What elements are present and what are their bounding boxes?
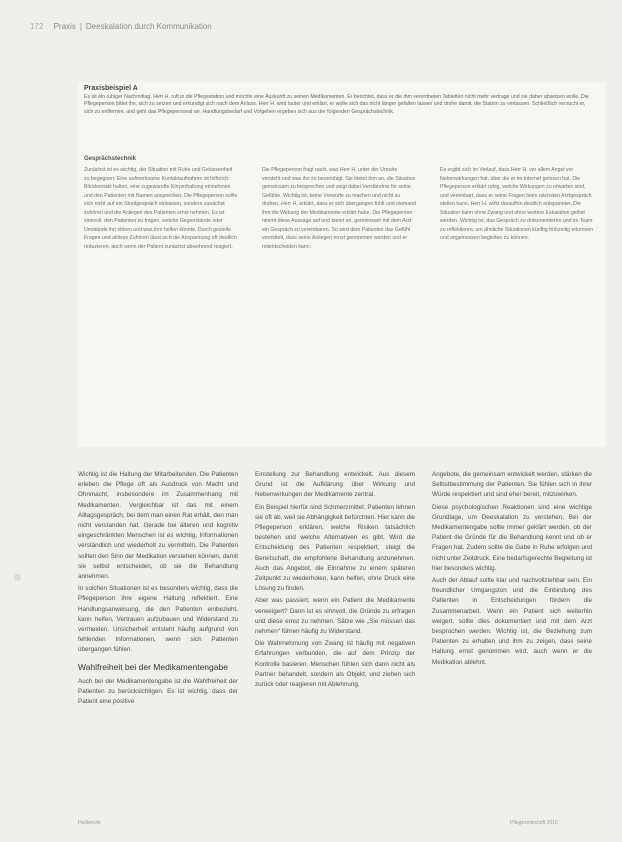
body-paragraph: In solchen Situationen ist es besonders wichtig, dass die Pflegeperson ihre eigene Haltung reflektiert. Eine Handlungsanweisung, die den Patienten einbezieht, kann helfen, Vertrauen aufzubauen und Widerstand zu vermeiden. Unsicherheit entsteht häufig aufgrund von fehlenden Informationen, wenn sich Patienten übergangen fühlen. xyxy=(78,585,238,654)
body-paragraph: Angebote, die gemeinsam entwickelt werden, stärken die Selbstbestimmung der Patienten. Sie fühlen sich in ihrer Würde respektiert und sind eher bereit, mitzuwirken. xyxy=(432,471,592,499)
box-intro: Es ist ein ruhiger Nachmittag. Herr H. ruft in die Pflegestation und möchte eine Auskunft zu seinen Medikamenten. Er berichtet, dass er die ihm verordneten Tabletten nicht mehr vertrage und sie daher absetzen wolle. Die Pflegeperson bittet ihn, sich zu setzen und erkundigt sich nach dem Anlass. Herr H. wird lauter und erklärt, er wolle sich das nicht länger gefallen lassen und drohe damit, die Station zu verlassen. Schließlich versucht er, sich zu entfernen, und geht das Pflegepersonal an. Handlungsbedarf und Vorgehen ergeben sich aus der folgenden Gesprächstechnik. xyxy=(84,94,589,115)
running-header: 172 Praxis | Deeskalation durch Kommunikation xyxy=(30,22,212,31)
box-column-3: Es ergibt sich im Verlauf, dass Herr H. vor allem Angst vor Nebenwirkungen hat, über die er im Internet gelesen hat. Die Pflegeperson erklärt ruhig, welche Wirkungen zu erwarten sind, und vereinbart, dass er seine Fragen beim nächsten Arztgespräch stellen kann. Herr H. wirkt daraufhin deutlich entspannter. Die Situation kann ohne Zwang und ohne weitere Eskalation gelöst werden. Wichtig ist, das Gespräch zu dokumentieren und im Team zu reflektieren, um ähnliche Situationen künftig frühzeitig erkennen und angemessen begleiten zu können. xyxy=(440,167,594,241)
body-column-1 xyxy=(78,470,238,709)
body-paragraph: Einstellung zur Behandlung entwickelt. Aus diesem Grund ist die Aufklärung über Wirkung und Nebenwirkungen der Medikamente zentral. xyxy=(255,471,415,499)
footer-left: Heilberufe xyxy=(78,820,101,826)
body-paragraph: Ein Beispiel hierfür sind Schmerzmittel: Patienten lehnen sie oft ab, weil sie Abhängigkeit befürchten. Hier kann die Pflegeperson erklären, welche Risiken tatsächlich bestehen und welche Alternativen es gibt. Wird die Entscheidung des Patienten respektiert, steigt die Bereitschaft, die empfohlene Behandlung anzunehmen. Auch das Angebot, die Einnahme zu einem späteren Zeitpunkt zu wiederholen, kann helfen, ohne Druck eine Lösung zu finden. xyxy=(255,503,415,593)
footer-right: Pflegezeitschrift 2016 xyxy=(510,820,558,826)
body-column-2 xyxy=(255,470,415,692)
body-paragraph: Die Wahrnehmung von Zwang ist häufig mit negativen Erfahrungen verbunden, die auf dem Prinzip der Kontrolle basieren. Menschen fühlen sich dann nicht als Partner behandelt, sondern als Objekt, und ziehen sich zurück oder reagieren mit Ablehnung. xyxy=(255,640,415,689)
body-paragraph: Auch der Ablauf sollte klar und nachvollziehbar sein. Ein freundlicher Umgangston und die Einbindung des Patienten in Entscheidungen fördern die Zusammenarbeit. Wenn ein Patient sich weiterhin weigert, sollte dies dokumentiert und mit dem Arzt besprochen werden. Wichtig ist, die Beziehung zum Patienten zu erhalten und ihm zu zeigen, dass seine Haltung ernst genommen wird, auch wenn er die Medikation ablehnt. xyxy=(432,577,592,666)
box-column-1: Zunächst ist es wichtig, der Situation mit Ruhe und Gelassenheit zu begegnen. Eine aufmerksame Kontaktaufnahme ist hilfreich: Blickkontakt halten, eine zugewandte Körperhaltung einnehmen und den Patienten mit Namen ansprechen. Die Pflegeperson sollte sich nicht auf ein Streitgespräch einlassen, sondern zunächst zuhören und die Anliegen des Patienten ernst nehmen. Es ist sinnvoll, den Patienten zu fragen, welche Gegenstände oder Umstände ihn stören und was ihm helfen könnte. Durch gezielte Fragen und aktives Zuhören lässt sich die Anspannung oft deutlich reduzieren, auch wenn der Patient zunächst abwehrend reagiert. xyxy=(84,167,238,250)
body-paragraph: Diese psychologischen Reaktionen sind eine wichtige Grundlage, um Deeskalation zu verstehen. Bei der Medikamentengabe sollte immer geklärt werden, ob der Patient die Gründe für die Behandlung kennt und ob er Fragen hat. Zudem sollte die Gabe in Ruhe erfolgen und nicht unter Zeitdruck. Eine bedarfsgerechte Begleitung ist hier besonders wichtig. xyxy=(432,503,592,572)
body-paragraph: Wichtig ist die Haltung der Mitarbeitenden. Die Patienten erleben die Pflege oft als Ausdruck von Macht und Ohnmacht, insbesondere im Zusammenhang mit Medikamenten. Vergleichbar ist das mit einem Alltagsgespräch, bei dem man einen Rat erhält, den man nicht verstanden hat. Gerade bei älteren und kognitiv eingeschränkten Menschen ist es wichtig, Informationen verständlich und wiederholt zu vermitteln. Die Patienten sollten den Sinn der Medikation verstehen können, damit sie selbst entscheiden, ob sie die Behandlung annehmen. xyxy=(78,471,238,581)
box-subheading: Gesprächstechnik xyxy=(84,156,137,162)
page-number: 172 xyxy=(30,22,44,31)
box-title: Praxisbeispiel A xyxy=(84,85,138,92)
section-heading: Wahlfreiheit bei der Medikamentengabe xyxy=(78,661,228,672)
body-paragraph: Aber was passiert, wenn ein Patient die Medikamente verweigert? Dann ist es sinnvoll, die Gründe zu erfragen und diese ernst zu nehmen. Sätze wie „Sie müssen das nehmen“ führen häufig zu Widerstand. xyxy=(255,597,415,636)
punch-hole xyxy=(14,574,21,581)
body-column-3 xyxy=(432,470,592,670)
body-paragraph: Auch bei der Medikamentengabe ist die Wahlfreiheit der Patienten zu berücksichtigen. Es ist wichtig, dass der Patient eine positive xyxy=(78,677,238,706)
practice-example-box xyxy=(78,82,606,447)
box-column-2: Die Pflegeperson fragt nach, was Herr H. unter der Unruhe versteht und was ihn so beunruhigt. Sie bietet ihm an, die Situation gemeinsam zu besprechen und zeigt dabei Verständnis für seine Gefühle. Wichtig ist, keine Vorwürfe zu machen und nicht zu drohen. Herr H. erklärt, dass er sich übergangen fühlt und niemand ihm die Wirkung der Medikamente erklärt habe. Die Pflegeperson nimmt diese Aussage auf und bietet an, gemeinsam mit dem Arzt ein Gespräch zu vereinbaren. So wird dem Patienten das Gefühl vermittelt, dass seine Anliegen ernst genommen werden und er mitentscheiden kann. xyxy=(262,167,416,250)
header-title: Deeskalation durch Kommunikation xyxy=(85,22,212,31)
header-section: Praxis xyxy=(53,22,76,31)
